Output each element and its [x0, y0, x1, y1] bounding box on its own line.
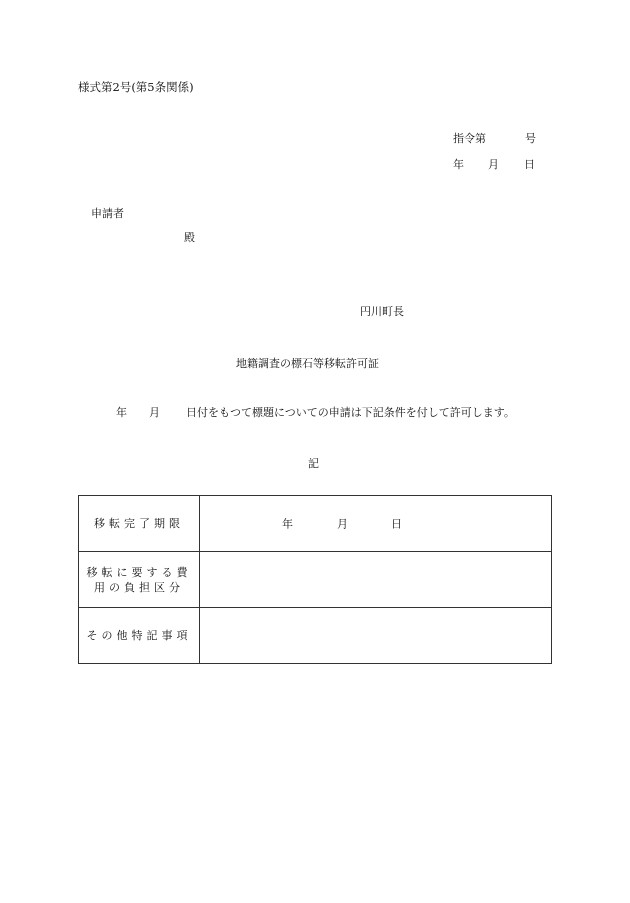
table-row [79, 552, 552, 608]
issuer: 円川町長 [360, 305, 404, 318]
issue-date-day: 日 [524, 158, 535, 171]
body-year: 年 [116, 406, 127, 419]
designation-prefix: 指令第 [453, 132, 486, 145]
deadline-day: 日 [391, 517, 402, 530]
ki-label: 記 [308, 457, 319, 470]
table-row [79, 496, 552, 552]
deadline-year: 年 [282, 517, 293, 530]
table-row [79, 608, 552, 664]
document-title: 地籍調査の標石等移転許可証 [236, 357, 379, 370]
body-month: 月 [149, 406, 160, 419]
body-text: 日付をもつて標題についての申請は下記条件を付して許可します。 [186, 406, 515, 419]
cost-share-label-line1: 移転に要する費 [86, 565, 192, 579]
conditions-table [78, 495, 552, 664]
applicant-label: 申請者 [91, 207, 124, 220]
cost-share-value [200, 552, 552, 608]
completion-deadline-label: 移転完了期限 [79, 496, 200, 552]
cost-share-label-line2: 用の負担区分 [94, 580, 184, 594]
cost-share-label [79, 552, 200, 608]
issue-date-month: 月 [488, 158, 499, 171]
issue-date-year: 年 [453, 158, 464, 171]
designation-suffix: 号 [525, 132, 536, 145]
deadline-month: 月 [337, 517, 348, 530]
completion-deadline-value [200, 496, 552, 552]
form-number: 様式第2号(第5条関係) [78, 80, 194, 94]
other-notes-label: その他特記事項 [79, 608, 200, 664]
other-notes-value [200, 608, 552, 664]
honorific: 殿 [184, 231, 195, 244]
